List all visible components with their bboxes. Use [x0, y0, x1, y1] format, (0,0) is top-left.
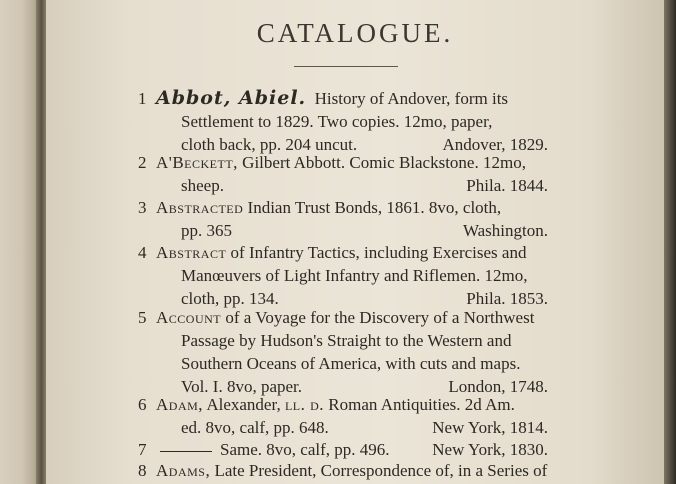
- catalogue-page: [46, 0, 664, 484]
- entry-number: 1: [138, 89, 147, 108]
- entry-number: 7: [138, 440, 147, 459]
- entry-number: 8: [138, 461, 147, 480]
- entry-line: Manœuvers of Light Infantry and Riflemen. 12mo,: [181, 266, 528, 285]
- entry-text: of Infantry Tactics, including Exercises and: [230, 243, 527, 262]
- entry-heading: Account: [156, 308, 222, 327]
- entry-line: Passage by Hudson's Straight to the Western and: [181, 331, 512, 350]
- entry-text: Roman Antiquities. 2d Am.: [328, 395, 515, 414]
- entry-line: Vol. I. 8vo, paper.: [181, 377, 303, 396]
- entry-heading: Abstract: [156, 243, 227, 262]
- entry-text: Indian Trust Bonds, 1861. 8vo, cloth,: [247, 198, 502, 217]
- ditto-dash: [160, 451, 212, 452]
- entry-line: [156, 87, 508, 110]
- entry-heading: Abstracted: [156, 198, 244, 217]
- entry-line: [156, 393, 515, 416]
- title-rule: [294, 66, 398, 67]
- entry-heading: A'Beckett,: [156, 153, 238, 172]
- entry-number: 4: [138, 243, 147, 262]
- entry-line: Southern Oceans of America, with cuts and maps.: [181, 354, 521, 373]
- page-edge-shadow: [664, 0, 676, 484]
- entry-number: 2: [138, 153, 147, 172]
- entry-imprint: New York, 1814.: [432, 418, 548, 437]
- entry-imprint: London, 1748.: [448, 377, 548, 396]
- entry-text: Alexander,: [206, 395, 281, 414]
- entry-line: pp. 365: [181, 221, 232, 240]
- entry-imprint: Phila. 1853.: [466, 289, 548, 308]
- entry-line: [156, 241, 526, 264]
- entry-heading: Abbot, Abiel.: [156, 87, 307, 109]
- entry-line: Settlement to 1829. Two copies. 12mo, paper,: [181, 112, 493, 131]
- entry-heading: Adam,: [156, 395, 204, 414]
- facing-page-edge: [0, 0, 40, 484]
- entry-text: History of Andover, form its: [314, 89, 509, 108]
- entry-text: Late President, Correspondence of, in a Series of: [214, 461, 548, 480]
- entry-line: [156, 196, 501, 219]
- entry-degree: ll. d.: [284, 395, 325, 414]
- entry-line: [156, 151, 526, 174]
- entry-imprint: Andover, 1829.: [442, 135, 548, 154]
- entry-number: 3: [138, 198, 147, 217]
- entry-line: sheep.: [181, 176, 224, 195]
- entry-number: 5: [138, 308, 147, 327]
- entry-line: cloth, pp. 134.: [181, 289, 279, 308]
- entry-heading: Adams,: [156, 461, 211, 480]
- entry-imprint: New York, 1830.: [432, 440, 548, 459]
- entry-line: ed. 8vo, calf, pp. 648.: [181, 418, 329, 437]
- entry-imprint: Washington.: [462, 221, 548, 240]
- entry-text: of a Voyage for the Discovery of a Northwest: [225, 308, 535, 327]
- entry-number: 6: [138, 395, 147, 414]
- entry-line: cloth back, pp. 204 uncut.: [181, 135, 358, 154]
- entry-line: [156, 306, 534, 329]
- entry-imprint: Phila. 1844.: [466, 176, 548, 195]
- entry-text: Gilbert Abbott. Comic Blackstone. 12mo,: [242, 153, 526, 172]
- page-title: CATALOGUE.: [256, 18, 454, 48]
- entry-line: [156, 438, 390, 461]
- entry-line: [156, 459, 547, 482]
- entry-text: Same. 8vo, calf, pp. 496.: [220, 440, 390, 459]
